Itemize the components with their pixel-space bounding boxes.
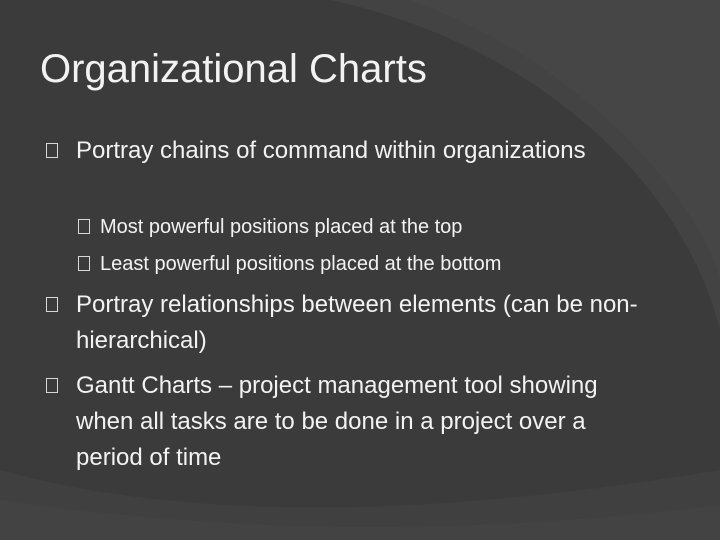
bullet-text: Gantt Charts – project management tool showing when all tasks are to be done in a project over a period of time [76,372,598,471]
slide-title: Organizational Charts [40,47,427,91]
bullet-text: Portray chains of command within organizations [76,137,586,164]
bullet-item [46,287,646,359]
bullet-box-icon [46,287,66,323]
bullet-text: Portray relationships between elements (can be non-hierarchical) [76,291,638,354]
sub-bullet-text: Least powerful positions placed at the bottom [100,253,502,275]
bullet-box-icon [78,213,98,241]
bullet-item [46,133,646,169]
sub-bullet-item [78,250,638,278]
bullet-box-icon [78,250,98,278]
sub-bullet-item [78,213,638,241]
bullet-box-icon [46,133,66,169]
bullet-item [46,368,646,476]
sub-bullet-text: Most powerful positions placed at the top [100,216,463,238]
bullet-box-icon [46,368,66,404]
